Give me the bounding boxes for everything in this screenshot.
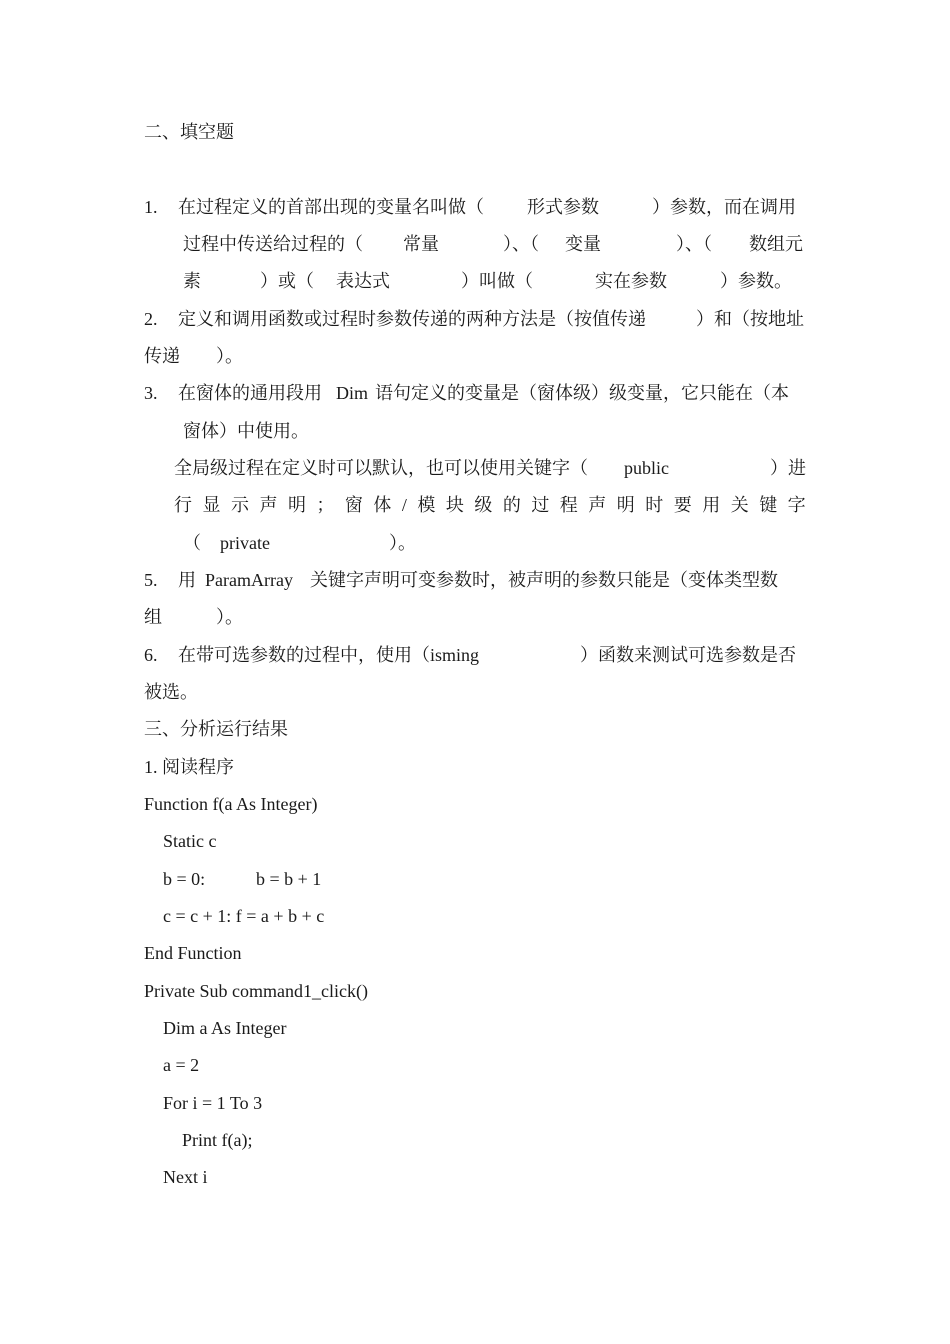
q6-text-b: ）函数来测试可选参数是否 [580,645,796,665]
q1-answer-3: 变量 [565,234,601,254]
q1-answer-6: 实在参数 [595,271,667,291]
q2-text-a: 定义和调用函数或过程时参数传递的两种方法是（按值传递 [178,309,646,329]
q4-char: 键 [759,495,778,515]
q1-sep-1: ）、（ [503,234,539,254]
q5-text-a: 用 [178,570,196,590]
q3-keyword-dim: Dim [336,383,369,403]
code-line-sub: Private Sub command1_click() [144,981,368,1001]
code-line-dim: Dim a As Integer [163,1018,287,1038]
section-title-analysis: 三、分析运行结果 [144,719,288,739]
q4-char: 明 [616,495,635,515]
code-line-b-init: b = 0: [163,869,206,889]
q4-char: 程 [559,495,578,515]
q1-text-c: 过程中传送给过程的（ [183,234,363,254]
q4-char: 时 [645,495,664,515]
q1-answer-2: 常量 [403,234,439,254]
q4-paren-open: （ [183,533,201,553]
code-line-print: Print f(a); [182,1130,253,1150]
q3-text-c: 窗体）中使用。 [183,421,309,441]
q4-text-b: ）进 [770,458,806,478]
q3-number: 3. [144,383,158,403]
q1-text-e: ）叫做（ [461,271,533,291]
code-line-b-increment: b = b + 1 [256,869,322,889]
q4-char: 行 [174,495,192,515]
code-line-for: For i = 1 To 3 [163,1093,263,1113]
q4-char: 模 [417,495,436,515]
q4-char: 声 [259,495,278,515]
q4-char: / [401,495,407,515]
code-line-static: Static c [163,831,217,851]
q3-text-b: 语句定义的变量是（窗体级）级变量，它只能在（本 [375,383,789,403]
q4-char: 声 [588,495,607,515]
q5-number: 5. [144,570,158,590]
q4-char: 示 [230,495,249,515]
q4-char: 显 [202,495,221,515]
q3-text-a: 在窗体的通用段用 [178,383,322,403]
q2-text-c: 传递 ）。 [144,346,243,366]
q4-justified-line [174,494,806,516]
q1-answer-1: 形式参数 [527,197,599,217]
q4-paren-close: ）。 [389,533,416,553]
code-line-next: Next i [163,1167,208,1187]
section-title-fill-in: 二、填空题 [144,122,234,142]
q4-char: 用 [702,495,721,515]
q4-char: 关 [730,495,749,515]
q4-char: 级 [474,495,493,515]
q6-text-c: 被选。 [144,682,198,702]
q1-text-d: ）或（ [260,271,314,291]
q5-text-c: 组 ）。 [144,607,243,627]
q5-keyword-paramarray: ParamArray [205,570,293,590]
q1-sep-2: ）、（ [676,234,712,254]
code-line-c-f: c = c + 1: f = a + b + c [163,906,325,926]
q2-number: 2. [144,309,158,329]
code-line-assign-a: a = 2 [163,1055,200,1075]
q1-answer-4a: 数组元 [749,234,803,254]
code-line-end-function: End Function [144,943,242,963]
q4-char: 的 [502,495,521,515]
q1-text-f: ）参数。 [720,271,792,291]
q4-char: 体 [373,495,392,515]
q1-answer-4b: 素 [183,271,201,291]
q1-answer-5: 表达式 [336,271,390,291]
q6-number: 6. [144,645,158,665]
q4-char: 窗 [344,495,363,515]
q4-char: 要 [673,495,692,515]
q4-answer-public: public [624,458,669,478]
q5-text-b: 关键字声明可变参数时，被声明的参数只能是（变体类型数 [310,570,778,590]
q4-char: ； [316,495,335,515]
subsection-read-program: 1. 阅读程序 [144,757,234,777]
q1-text-a: 在过程定义的首部出现的变量名叫做（ [178,197,484,217]
q6-text-a: 在带可选参数的过程中，使用（isming [178,645,480,665]
q2-text-b: ）和（按地址 [696,309,804,329]
q4-char: 明 [287,495,306,515]
code-line-function: Function f(a As Integer) [144,794,318,814]
q4-char: 字 [787,495,806,515]
q4-answer-private: private [220,533,270,553]
q4-char: 过 [531,495,550,515]
q1-number: 1. [144,197,158,217]
q4-text-a: 全局级过程在定义时可以默认，也可以使用关键字（ [174,458,588,478]
q1-text-b: ）参数，而在调用 [652,197,796,217]
q4-char: 块 [445,495,464,515]
